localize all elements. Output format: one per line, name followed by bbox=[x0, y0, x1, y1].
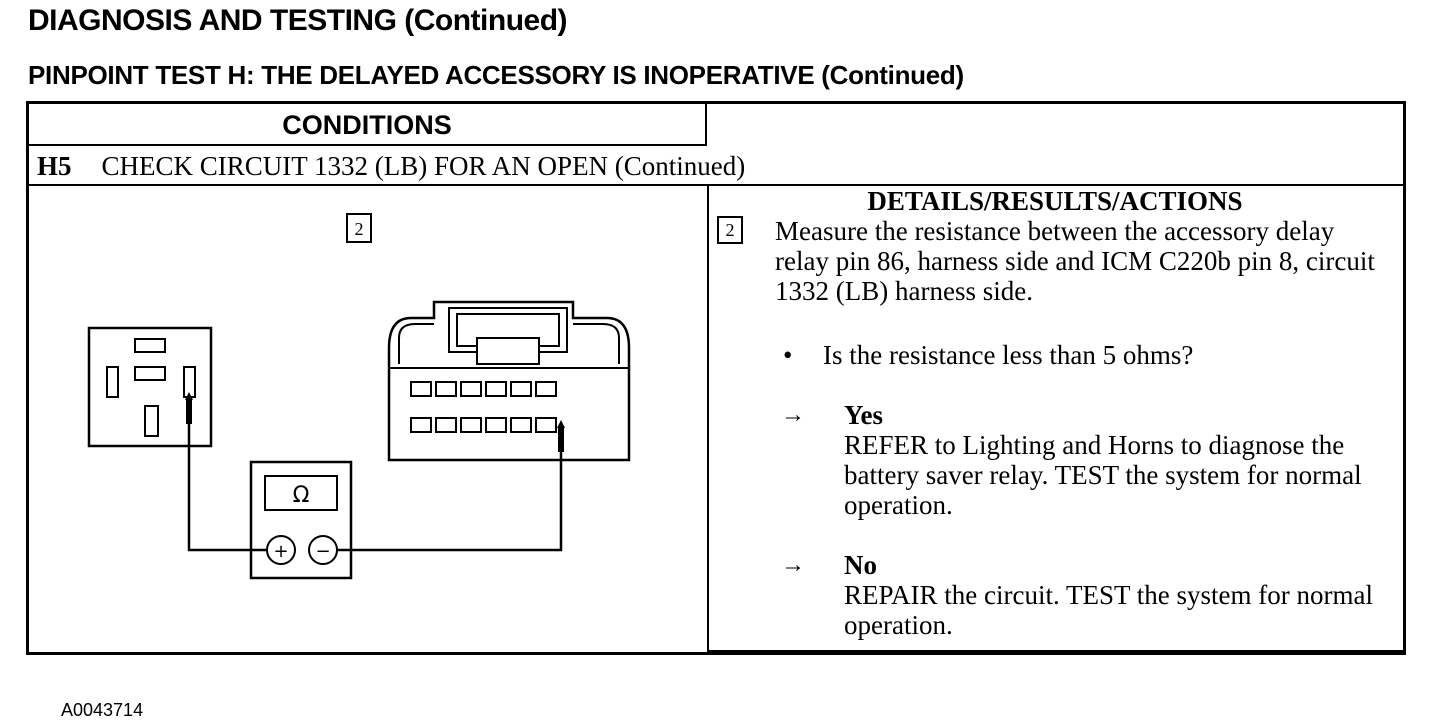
step-number: H5 bbox=[37, 151, 72, 181]
icm-connector bbox=[389, 302, 629, 460]
conditions-header: CONDITIONS bbox=[29, 104, 707, 146]
pinpoint-test-table bbox=[26, 101, 1406, 720]
page-title: DIAGNOSIS AND TESTING (Continued) bbox=[28, 4, 568, 37]
step-row bbox=[29, 146, 1403, 186]
no-arrow-icon: → bbox=[781, 552, 805, 578]
ohmmeter bbox=[251, 462, 351, 578]
test-question: Is the resistance less than 5 ohms? bbox=[823, 340, 1194, 370]
wiring-diagram bbox=[29, 186, 707, 720]
no-label: No bbox=[844, 550, 877, 580]
ohm-symbol: Ω bbox=[292, 483, 310, 508]
yes-action: REFER to Lighting and Horns to diagnose the battery saver relay. TEST the system for normal operation. bbox=[844, 430, 1362, 520]
no-action: REPAIR the circuit. TEST the system for normal operation. bbox=[844, 580, 1373, 640]
details-step-box: 2 bbox=[717, 216, 743, 244]
no-result bbox=[844, 550, 1394, 640]
negative-terminal: − bbox=[315, 541, 331, 562]
test-leads bbox=[189, 420, 561, 550]
yes-label: Yes bbox=[844, 400, 883, 430]
yes-result bbox=[844, 400, 1394, 520]
bullet: • bbox=[783, 340, 793, 370]
pinpoint-test-title: PINPOINT TEST H: THE DELAYED ACCESSORY IS INOPERATIVE (Continued) bbox=[28, 60, 964, 90]
relay-socket bbox=[89, 328, 211, 446]
figure-id: A0043714 bbox=[61, 700, 144, 720]
details-header: DETAILS/RESULTS/ACTIONS bbox=[707, 186, 1403, 652]
diagram-step-number: 2 bbox=[354, 219, 364, 239]
positive-terminal: + bbox=[273, 541, 289, 562]
step-title: CHECK CIRCUIT 1332 (LB) FOR AN OPEN (Continued) bbox=[101, 151, 746, 181]
measurement-instruction: Measure the resistance between the accessory delay relay pin 86, harness side and ICM C220b pin 8, circuit 1332 (LB) harness side. bbox=[775, 216, 1375, 306]
yes-arrow-icon: → bbox=[781, 402, 805, 428]
diagram-svg bbox=[29, 186, 707, 652]
details-cell bbox=[709, 186, 1403, 652]
probe-tips bbox=[185, 392, 565, 452]
